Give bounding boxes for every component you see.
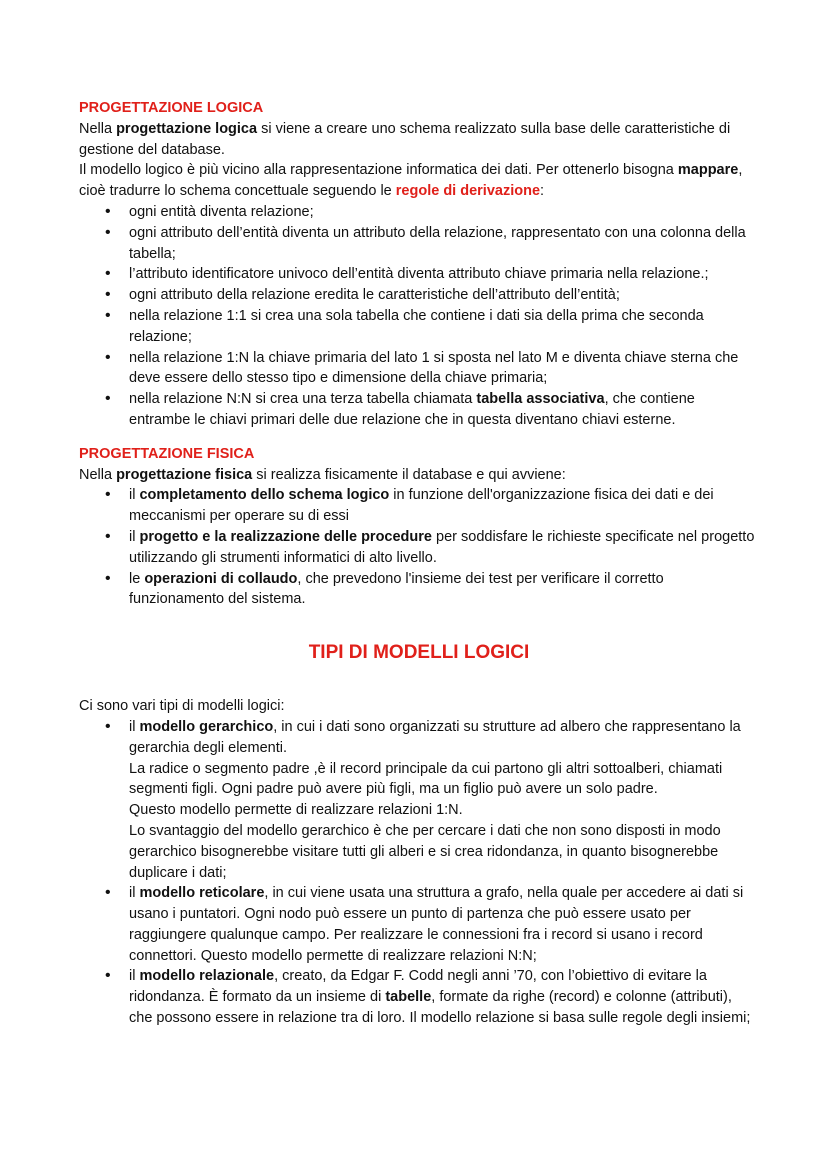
- bold-term: modello relazionale: [139, 968, 275, 985]
- text-run: , in cui viene usata una struttura a grafo, nella quale per accedere ai dati si usano i puntatori. Ogni nodo può essere un punto di partenza che può essere usato per raggiungere qualunque campo. Per realizzare le connessioni fra i record si usano i record connettori. Questo modello permette di realizzare relazioni N:N;: [129, 885, 744, 964]
- text-run: nella relazione 1:1 si crea una sola tabella che contiene i dati sia della prima che seconda relazione;: [129, 307, 704, 345]
- section-title-modelli: TIPI DI MODELLI LOGICI: [308, 642, 530, 664]
- text-run: l’attributo identificatore univoco dell’entità diventa attributo chiave primaria nella relazione.;: [129, 266, 709, 283]
- text-run: , creato, da Edgar F. Codd negli anni ’70, con l’obiettivo di evitare la ridondanza. È formato da un insieme di: [129, 968, 707, 1006]
- text-run: Ci sono vari tipi di modelli logici:: [79, 698, 285, 715]
- section-title-fisica: PROGETTAZIONE FISICA: [79, 445, 255, 462]
- text-run: ogni attributo della relazione eredita le caratteristiche dell’attributo dell’entità;: [129, 287, 620, 304]
- text-run: ogni entità diventa relazione;: [129, 203, 314, 220]
- text-run: il: [129, 968, 140, 985]
- text-run: , cioè tradurre lo schema concettuale seguendo le: [79, 162, 743, 200]
- text-run: nella relazione 1:N la chiave primaria del lato 1 si sposta nel lato M e diventa chiave sterna che deve essere dello stesso tipo e dimensione della chiave primaria;: [129, 349, 739, 387]
- bold-term: operazioni di collaudo: [144, 570, 298, 587]
- text-run: le: [129, 570, 145, 587]
- text-run: Nella: [79, 120, 117, 137]
- logica-rule: [79, 306, 759, 348]
- modello-item: [79, 717, 759, 883]
- text-run: il: [129, 718, 140, 735]
- text-run: La radice o segmento padre ,è il record principale da cui partono gli altri sottoalberi, chiamati segmenti figli. Ogni padre può avere più figli, ma un figlio può avere un solo padre.: [129, 760, 723, 798]
- text-run: Il modello logico è più vicino alla rappresentazione informatica dei dati. Per ottenerlo bisogna: [79, 162, 678, 179]
- text-run: il: [129, 487, 140, 504]
- text-run: nella relazione N:N si crea una terza tabella chiamata: [129, 391, 477, 408]
- text-run: si realizza fisicamente il database e qui avviene:: [252, 466, 566, 483]
- modello-item: [79, 883, 759, 966]
- bold-term: mappare: [677, 162, 739, 179]
- text-run: in funzione dell'organizzazione fisica dei dati e dei meccanismi per operare su di essi: [129, 487, 714, 525]
- section-title-logica: PROGETTAZIONE LOGICA: [79, 100, 264, 116]
- text-run: ogni attributo dell’entità diventa un attributo della relazione, rappresentato con una colonna della tabella;: [129, 224, 746, 262]
- text-run: , in cui i dati sono organizzati su strutture ad albero che rappresentano la gerarchia degli elementi.: [129, 718, 741, 756]
- bold-term: progetto e la realizzazione delle procedure: [139, 528, 432, 545]
- modelli-list: [79, 717, 759, 1029]
- text-run: , che contiene entrambe le chiavi primari delle due relazione che in questa diventano chiavi esterne.: [129, 391, 695, 428]
- bold-term: tabella associativa: [476, 391, 605, 408]
- bold-term: modello reticolare: [139, 885, 265, 902]
- text-run: Questo modello permette di realizzare relazioni 1:N.: [129, 802, 463, 819]
- fisica-step: [79, 569, 759, 611]
- fisica-step: [79, 485, 759, 527]
- bold-term: progettazione fisica: [116, 466, 253, 483]
- logica-intro-2: [79, 160, 759, 202]
- highlight-term: regole di derivazione: [395, 183, 541, 200]
- text-run: :: [540, 183, 545, 200]
- text-run: il: [129, 528, 140, 545]
- logica-rules-list: [79, 202, 759, 431]
- logica-rule: [79, 202, 759, 223]
- text-run: per soddisfare le richieste specificate nel progetto utilizzando gli strumenti informatici di alto livello.: [129, 528, 755, 566]
- fisica-intro: [79, 465, 759, 486]
- bold-term: progettazione logica: [116, 120, 258, 137]
- fisica-step: [79, 527, 759, 569]
- text-run: , che prevedono l'insieme dei test per verificare il corretto funzionamento del sistema.: [129, 570, 664, 608]
- logica-rule: [79, 285, 759, 306]
- logica-rule: [79, 264, 759, 285]
- bold-term: completamento dello schema logico: [139, 487, 390, 504]
- modelli-intro: [79, 696, 759, 717]
- logica-rule: [79, 348, 759, 390]
- bold-term: modello gerarchico: [139, 718, 274, 735]
- text-run: , formate da righe (record) e colonne (attributi), che possono essere in relazione tra di loro. Il modello relazione si basa sulle regole degli insiemi;: [129, 989, 751, 1027]
- logica-rule: [79, 223, 759, 265]
- fisica-steps-list: [79, 485, 759, 610]
- text-run: il: [129, 885, 140, 902]
- text-run: Lo svantaggio del modello gerarchico è che per cercare i dati che non sono disposti in modo gerarchico bisognerebbe visitare tutti gli alberi e si crea ridondanza, in quanto bisognerebbe duplicare i dati;: [129, 822, 721, 881]
- document-page: [79, 98, 759, 1029]
- modello-item: [79, 966, 759, 1028]
- text-run: Nella: [79, 466, 117, 483]
- text-run: si viene a creare uno schema realizzato sulla base delle caratteristiche di gestione del database.: [79, 120, 731, 158]
- bold-term: tabelle: [385, 989, 432, 1006]
- logica-intro: [79, 119, 759, 161]
- logica-rule: [79, 389, 759, 431]
